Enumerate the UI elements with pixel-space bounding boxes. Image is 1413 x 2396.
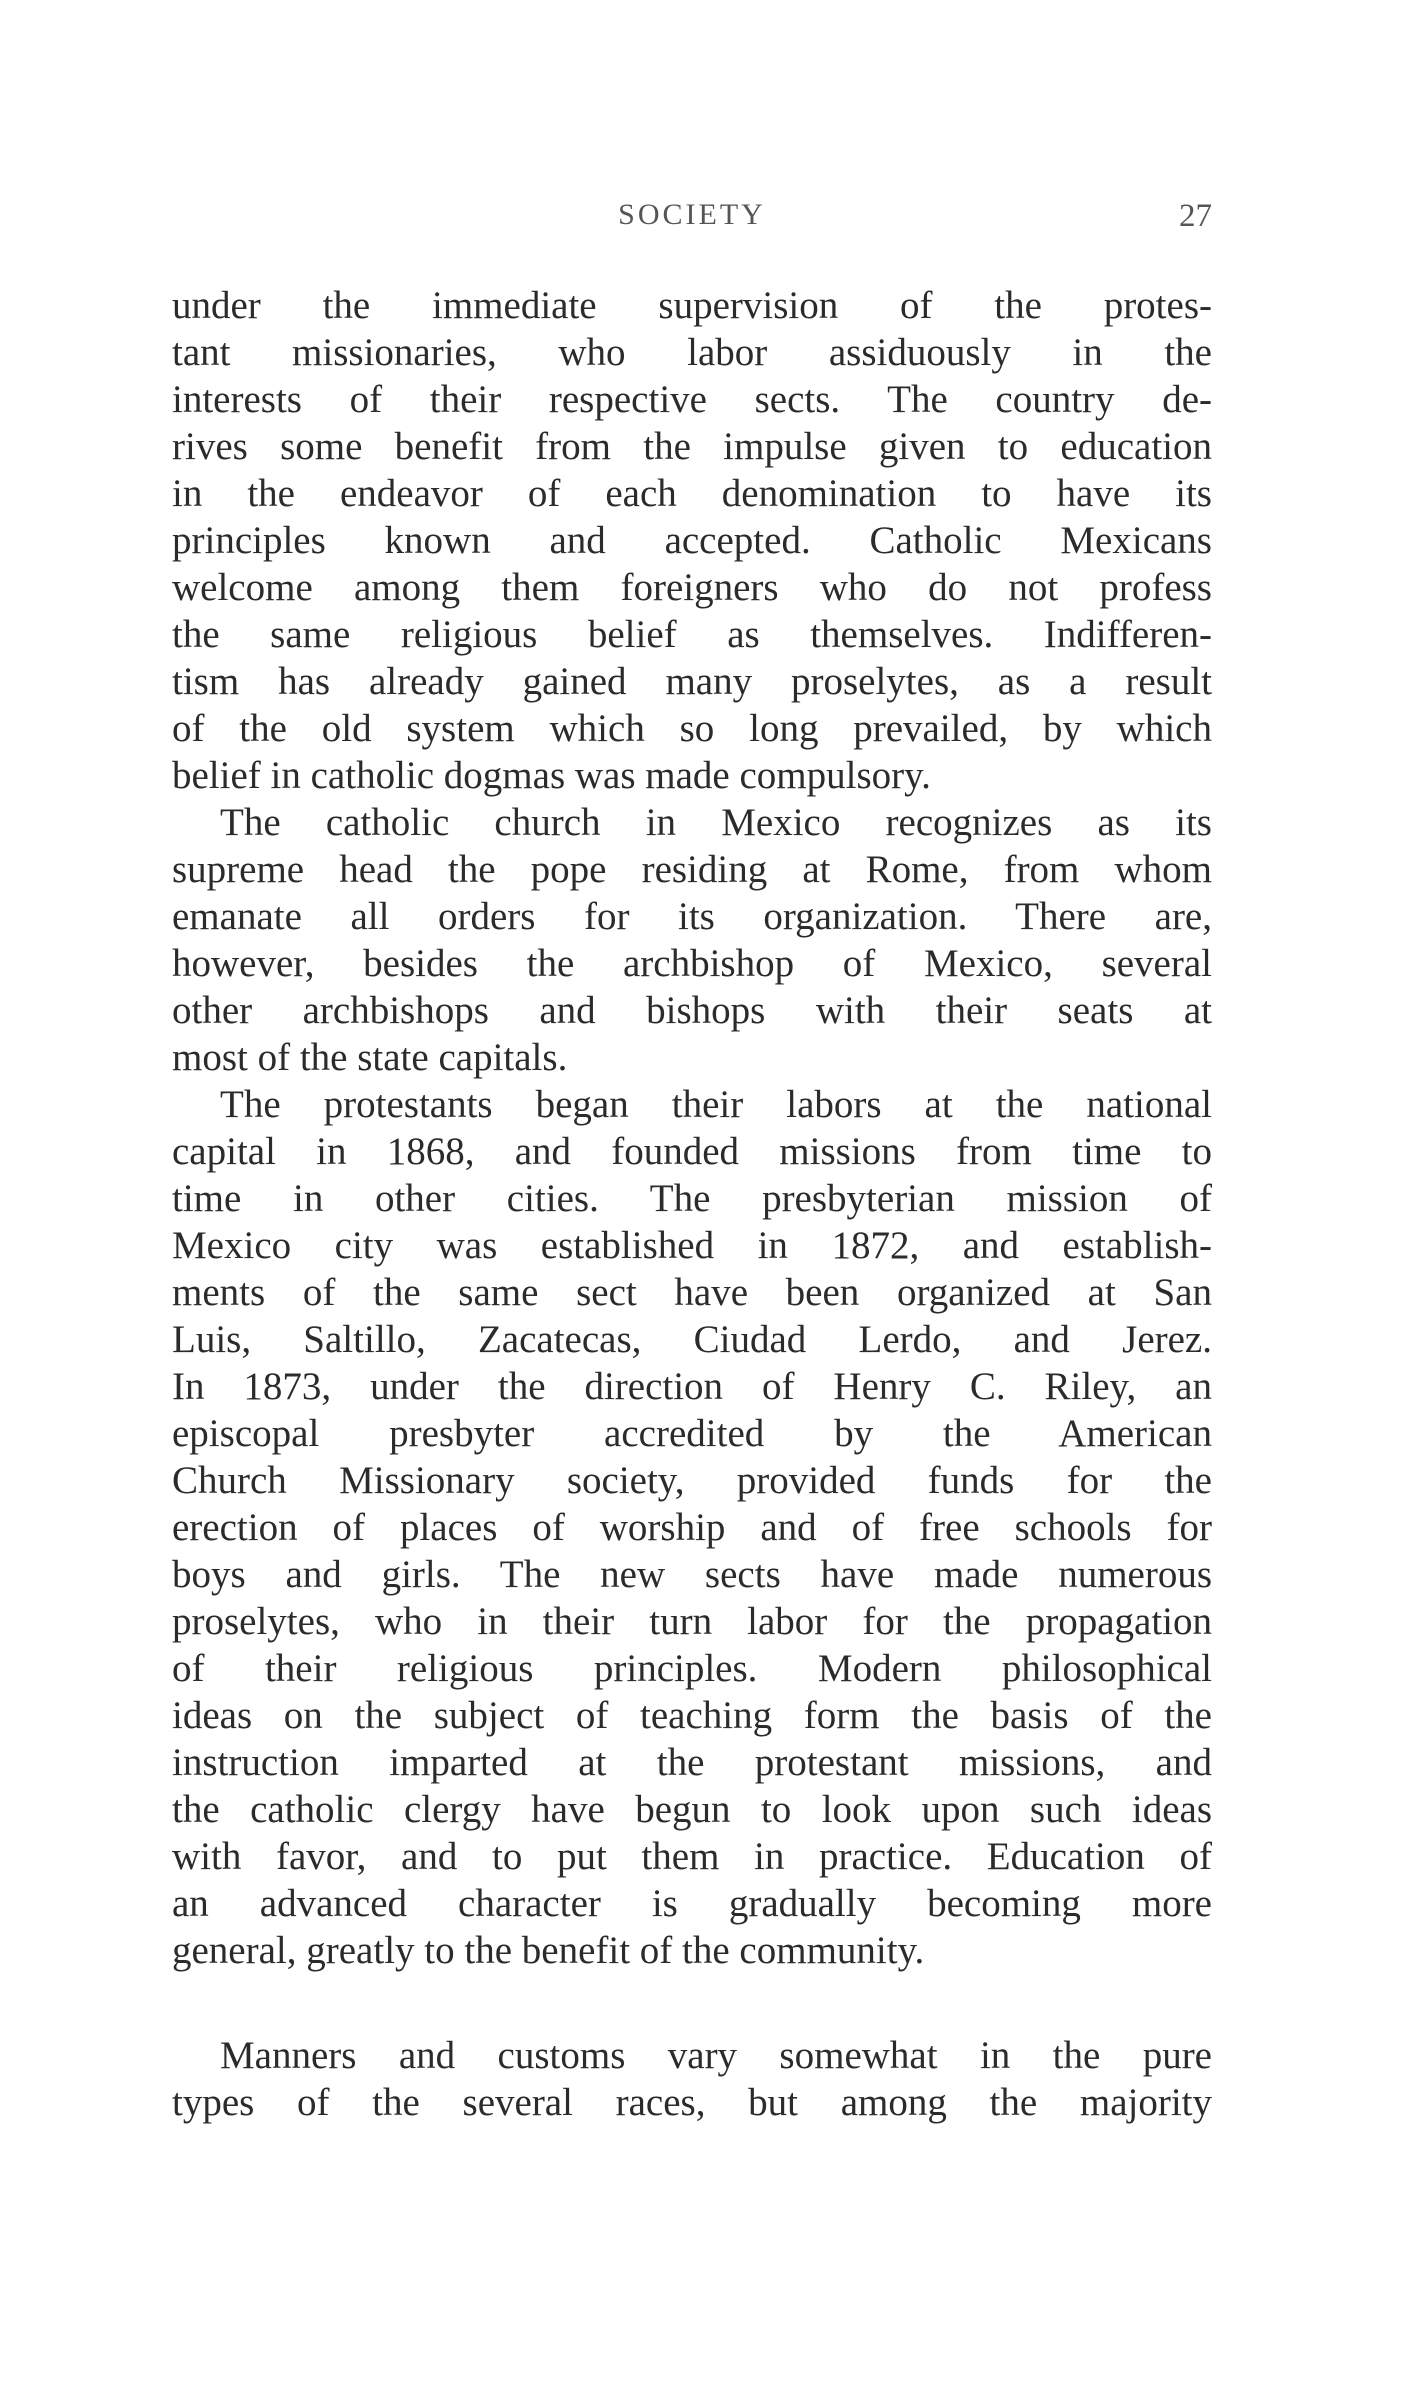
text-line: ments of the same sect have been organized at San xyxy=(172,1271,1212,1314)
text-line: ideas on the subject of teaching form the basis of the xyxy=(172,1694,1212,1737)
text-line: supreme head the pope residing at Rome, from whom xyxy=(172,848,1212,891)
running-title: SOCIETY xyxy=(618,198,766,231)
paragraph xyxy=(172,282,1212,799)
text-line: principles known and accepted. Catholic Mexicans xyxy=(172,519,1212,562)
text-line: under the immediate supervision of the protes- xyxy=(172,284,1212,327)
text-line: instruction imparted at the protestant missions, and xyxy=(172,1741,1212,1784)
text-line: rives some benefit from the impulse given to education xyxy=(172,425,1212,468)
text-line: Mexico city was established in 1872, and establish- xyxy=(172,1224,1212,1267)
text-line: general, greatly to the benefit of the community. xyxy=(172,1929,925,1972)
text-line: The catholic church in Mexico recognizes as its xyxy=(220,801,1212,844)
text-line: The protestants began their labors at the national xyxy=(220,1083,1212,1126)
text-line: erection of places of worship and of free schools for xyxy=(172,1506,1212,1549)
text-line: other archbishops and bishops with their seats at xyxy=(172,989,1212,1032)
text-line: belief in catholic dogmas was made compulsory. xyxy=(172,754,931,797)
text-line: types of the several races, but among the majority xyxy=(172,2081,1212,2124)
text-line: boys and girls. The new sects have made numerous xyxy=(172,1553,1212,1596)
text-line: interests of their respective sects. The country de- xyxy=(172,378,1212,421)
section-break xyxy=(172,1974,1212,2032)
text-line: tism has already gained many proselytes, as a result xyxy=(172,660,1212,703)
text-line: Manners and customs vary somewhat in the pure xyxy=(220,2034,1212,2077)
text-line: Luis, Saltillo, Zacatecas, Ciudad Lerdo, and Jerez. xyxy=(172,1318,1212,1361)
text-line: capital in 1868, and founded missions from time to xyxy=(172,1130,1212,1173)
paragraph xyxy=(172,2032,1212,2126)
text-line: emanate all orders for its organization. There are, xyxy=(172,895,1212,938)
text-line: episcopal presbyter accredited by the American xyxy=(172,1412,1212,1455)
text-line: with favor, and to put them in practice. Education of xyxy=(172,1835,1212,1878)
text-line: the catholic clergy have begun to look upon such ideas xyxy=(172,1788,1212,1831)
text-line: of their religious principles. Modern philosophical xyxy=(172,1647,1212,1690)
text-line: time in other cities. The presbyterian mission of xyxy=(172,1177,1212,1220)
text-line: welcome among them foreigners who do not profess xyxy=(172,566,1212,609)
paragraph xyxy=(172,1081,1212,1974)
text-line: however, besides the archbishop of Mexico, several xyxy=(172,942,1212,985)
paragraph xyxy=(172,799,1212,1081)
text-line: most of the state capitals. xyxy=(172,1036,568,1079)
text-line: tant missionaries, who labor assiduously in the xyxy=(172,331,1212,374)
text-line: the same religious belief as themselves. Indifferen- xyxy=(172,613,1212,656)
body-text xyxy=(172,282,1212,2126)
text-line: in the endeavor of each denomination to have its xyxy=(172,472,1212,515)
page-number: 27 xyxy=(1179,198,1212,234)
running-head xyxy=(172,198,1212,242)
text-line: of the old system which so long prevailed, by which xyxy=(172,707,1212,750)
text-line: Church Missionary society, provided funds for the xyxy=(172,1459,1212,1502)
text-line: proselytes, who in their turn labor for the propagation xyxy=(172,1600,1212,1643)
text-line: an advanced character is gradually becoming more xyxy=(172,1882,1212,1925)
text-line: In 1873, under the direction of Henry C. Riley, an xyxy=(172,1365,1212,1408)
